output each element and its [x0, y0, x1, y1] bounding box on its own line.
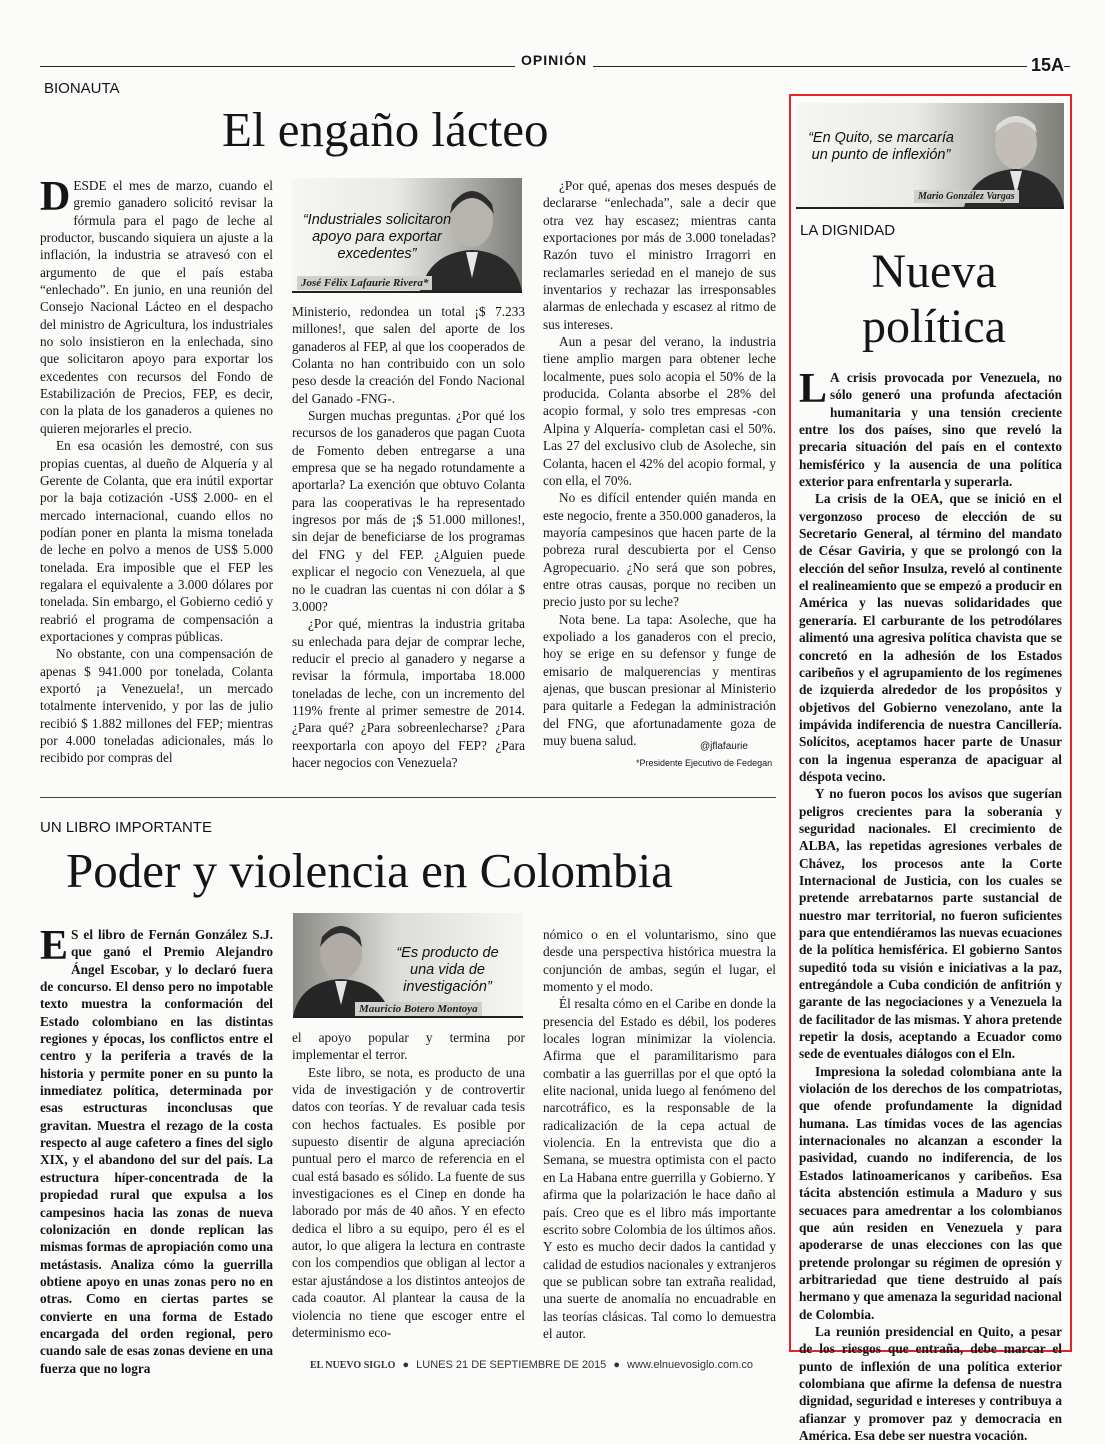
article3-title-line: Nueva — [871, 245, 997, 298]
article2-kicker: UN LIBRO IMPORTANTE — [40, 819, 212, 836]
paragraph: A crisis provocada por Venezuela, no sólo generó una profunda afectación humanitaria y una tensión creciente entre los dos países, sino que reveló la precaria situación del país en el contexto hemisférico y la ausencia de una política exterior para enfrentarla y superarla. — [799, 370, 1062, 490]
article1-dropcap: D — [40, 174, 71, 220]
article1-handle: @jflafaurie — [700, 741, 748, 752]
paragraph: el apoyo popular y termina por implementar el terror. — [292, 1030, 525, 1063]
paragraph: Surgen muchas preguntas. ¿Por qué los recursos de los ganaderos que pagan Cuota de Fomento deben entregarse a una empresa que se ha negado rotundamente a aportarla? La exención que obtuvo Colanta para las cooperativas le ha representado ingresos por más de ¡$ 51.000 millones!, sin dejar de beneficiarse de los programas del FNG y del FEP. ¿Alguien puede explicar el negocio con Venezuela, al que no le cuadran las cuentas ni con dólar a $ 3.000? — [292, 408, 525, 614]
paragraph: No es difícil entender quién manda en este negocio, frente a 350.000 ganaderos, la mayoría campesinos que hacen parte de la pobreza rural descubierta por el Censo Agropecuario. ¿No será que son pobres, entre otras causas, porque no reciben un precio justo por su leche? — [543, 490, 776, 610]
article-divider — [40, 797, 776, 798]
article3-title — [800, 244, 1068, 354]
article1-pull-quote: “Industriales solicitaron apoyo para exportar excedentes” — [302, 212, 452, 262]
paragraph: La reunión presidencial en Quito, a pesar de los riesgos que entraña, debe marcar el punto de inflexión de una política exterior colombiana que afirme la defensa de nuestra dignidad, seguridad e intereses y contribuya a afianzar y promover paz y democracia en América. Esa debe ser nuestra vocación. — [799, 1323, 1062, 1443]
paragraph: nómico o en el voluntarismo, sino que desde una perspectiva histórica muestra la conjunción de ambas, según el lugar, el momento y el modo. — [543, 927, 776, 995]
article1-title: El engaño lácteo — [222, 102, 549, 157]
article2-author-name: Mauricio Botero Montoya — [355, 1002, 482, 1016]
paragraph: ¿Por qué, mientras la industria gritaba su enlechada para dejar de comprar leche, reducir el precio al ganadero y negarse a revisar la fórmula, importaba 18.000 toneladas de leche, con un incremento del 119% frente al primer semestre de 2014. ¿Para qué? ¿Para sobreenlecharse? ¿Para reexportarla con apoyo del FEP? ¿Para hacer negocios con Venezuela? — [292, 616, 525, 770]
paragraph: Él resalta cómo en el Caribe en donde la presencia del Estado es débil, los poderes locales logran minimizar la violencia. Afirma que el paramilitarismo para combatir a las guerrillas por el que optó la elite nacional, unida luego al fenómeno del narcotráfico, es la responsable de la radicalización de la cepa actual de violencia. En la entrevista que dio a Semana, se muestra optimista con el pacto en La Habana entre guerrilla y Gobierno. Y afirma que la polarización le hace daño al país. Creo que es el libro más importante escrito sobre Colombia de los últimos años. Y esto es mucho decir dados la cantidad y calidad de estudios nacionales y extranjeros que se publican sobre tan extraña realidad, una suerte de anomalía no encuadrable en las teorías clásicas. Tal como lo demuestra el autor. — [543, 996, 776, 1341]
article3-title-line: política — [862, 300, 1006, 353]
article3-pull-quote: “En Quito, se marcaría un punto de inflexión” — [808, 130, 954, 163]
paragraph: En esa ocasión les demostré, con sus propias cuentas, al dueño de Alquería y al Gerente de Colanta, que era inútil exportar por la baja cotización -US$ 2.000- en el mercado internacional, cuando ellos no podían poner en planta la misma tonelada de leche en polvo a menos de US$ 5.000 tonelada. Era imposible que el FEP les regalara el equivalente a 3.000 dólares por tonelada. Sin embargo, el Gobierno cedió y reabrió el programa de compensación a exportaciones y compras públicas. — [40, 438, 273, 644]
article2-pull-quote: “Es producto de una vida de investigación” — [396, 945, 499, 995]
article1-kicker: BIONAUTA — [44, 80, 120, 97]
paragraph: Ministerio, redondea un total ¡$ 7.233 millones!, que salen del aporte de los ganaderos al FEP, al que los cooperados de Colanta no han contribuido con un solo peso desde la creación del Fondo Nacional del Ganado -FNG-. — [292, 304, 525, 406]
paragraph: Impresiona la soledad colombiana ante la violación de los derechos de los compatriotas, que ofende profundamente la dignidad humana. Las tímidas voces de las agencias internacionales no alcanzan a esconder la pasividad, cuando no indiferencia, de los Estados latinoamericanos y caribeños. Esa tácita abstención estimula a Maduro y sus secuaces para amedrentar a los colombianos que aún residen en Venezuela y para apoderarse de unas elecciones con las que pretende prolongar su régimen de opresión y arbitrariedad que tiene destruido al país hermano y que amenaza la seguridad nacional de Colombia. — [799, 1063, 1062, 1322]
article2-column-1 — [40, 923, 273, 1376]
footer-brand: EL NUEVO SIGLO — [310, 1360, 396, 1371]
article2-dropcap: E — [40, 923, 69, 969]
article2-column-2 — [292, 1029, 525, 1349]
paragraph: Este libro, se nota, es producto de una vida de investigación y de controvertir datos con teorías. Y de revaluar cada tesis con hechos factuales. Es posible por supuesto disentir de alguna apreciación puntual pero el marco de referencia en el cual está basado es sólido. La fuente de sus investigaciones es el Cinep en donde ha laborado por más de 40 años. Y en efecto dedica el libro a su equipo, pero él es el autor, lo que aligera la lectura en contraste con los compendios que obligan al lector a estar ajustándose a los distintos anteojos de cada coautor. Al plantear la causa de la violencia no tiene que escoger entre el determinismo eco- — [292, 1064, 525, 1340]
article2-column-3 — [543, 926, 776, 1346]
bullet-icon: ● — [402, 1359, 410, 1371]
paragraph: ¿Por qué, apenas dos meses después de declararse “enlechada”, sale a decir que otra vez hay escasez; mientras canta exportaciones por más de 3.000 toneladas? Razón tuvo el ministro Irragorri en reclamarles seriedad en el manejo de sus inventarios y rechazar las irresponsables alarmas de enlechada y escasez al ritmo de sus intereses. — [543, 178, 776, 332]
page-number: 15A — [1027, 55, 1064, 76]
author-portrait-icon — [293, 913, 393, 1016]
footer-date: LUNES 21 DE SEPTIEMBRE DE 2015 — [416, 1359, 607, 1371]
article1-footnote: *Presidente Ejecutivo de Fedegan — [636, 758, 773, 768]
article3-kicker: LA DIGNIDAD — [800, 222, 896, 239]
paragraph: Nota bene. La tapa: Asoleche, que ha expoliado a los ganaderos con el precio, hoy se erige en su defensor y funge de emisario de malquerencias y mentiras ajenas, que buscan presionar al Ministerio para quitarle a Fedegan la administración del FNG, que afortunadamente goza de muy buena salud. — [543, 611, 776, 748]
article1-column-2 — [292, 303, 525, 773]
paragraph: ESDE el mes de marzo, cuando el gremio ganadero solicitó revisar la fórmula para el pago de leche al productor, buscando siquiera un ajuste a la inflación, la industria se atravesó con el argumento de que el país estaba “enlechado”. En junio, en una reunión del Consejo Nacional Lácteo en el despacho del ministro de Agricultura, los industriales no solo insistieron en la enlechada, sino que solicitaron apoyo para exportar los excedentes con recursos del Fondo de Estabilización de Precios, FEP, es decir, con la plata de los ganaderos a quienes no quieren mejorarles el precio. — [40, 178, 273, 436]
article2-title: Poder y violencia en Colombia — [66, 843, 673, 898]
footer-website: www.elnuevosiglo.com.co — [627, 1359, 754, 1371]
paragraph: La crisis de la OEA, que se inició en el vergonzoso proceso de elección de su Secretario General, al término del mandato de César Gaviria, y que se prolongó con la elección del señor Insulza, reveló al continente el realineamiento que se empezó a producir en América y las nuevas solidaridades que generaría. El carburante de los petrodólares alimentó una agresiva política chavista que se concretó en la adhesión de los Estados caribeños y el agrupamiento de los regímenes de izquierda alrededor de los propósitos y objetivos del Gobierno venezolano, ante la impávida indiferencia de nuestra Cancillería. Solícitos, aceptamos hacer parte de Unasur con la ingenua esperanza de apaciguar al déspota vecino. — [799, 491, 1062, 784]
paragraph: Y no fueron pocos los avisos que sugerían peligros crecientes para la soberanía y seguridad nacionales. El crecimiento de ALBA, las repetidas agresiones verbales de Chávez, los procesos ante la Corte Internacional de Justicia, con los cuales se pretende arrebatarnos parte sustancial de nuestro mar territorial, no fueron suficientes para que entendiéramos las nuevas ecuaciones de la política hemisférica. El gobierno Santos supeditó toda su visión e iniciativas a la paz, entregándole a Cuba condición de anfitrión y garante de las negociaciones y a Venezuela la de facilitador de las mismas. Y ahora pretende repetir la dosis, aceptando a Ecuador como sede de eventuales diálogos con el Eln. — [799, 786, 1062, 1062]
paragraph: Aun a pesar del verano, la industria tiene amplio margen para obtener leche localmente, pues solo acopia el 50% de la producida. Colanta absorbe el 28% del acopio formal, y solo tres empresas -con Alpina y Alquería- completan casi el 50%. Las 27 del exclusivo club de Asoleche, sin Colanta, hacen el 42% del acopio formal, y con ella, el 70%. — [543, 334, 776, 488]
article3-column — [799, 366, 1062, 1443]
section-name: OPINIÓN — [515, 52, 593, 68]
article3-author-name: Mario González Vargas — [914, 190, 1019, 203]
bullet-icon: ● — [613, 1359, 621, 1371]
footer — [310, 1359, 753, 1371]
paragraph: No obstante, con una compensación de apenas $ 941.000 por tonelada, Colanta exportó ¡a Venezuela!, un mercado totalmente intervenido, y por las de julio recibió $ 1.882 millones del FEP; mientras por 4.000 toneladas adicionales, más lo recibido por compras del — [40, 646, 273, 766]
paragraph: S el libro de Fernán González S.J. que ganó el Premio Alejandro Ángel Escobar, y lo declaró fuera de concurso. El denso pero no impotable texto muestra la conformación del Estado colombiano en las distintas regiones y épocas, los conflictos entre el centro y la periferia a través de la historia y permite poner en su punto la inmediatez política, determinada por esas estructuras inconclusas que gravitan. Muestra el rezago de la costa respecto al auge cafetero a fines del siglo XIX, y el abandono del sur del país. La estructura híper-concentrada de la propiedad rural que expulsa a los campesinos hacia las zonas de nueva colonización en donde replican las mismas formas de apropiación como una metástasis. Analiza cómo la guerrilla obtiene apoyo en unas zonas pero no en otras. Como en ciertas partes se convierte en una forma de Estado encargada del orden regional, pero cuando sale de esas zonas deviene en una fuerza que no logra — [40, 927, 273, 1376]
article3-dropcap: L — [799, 366, 828, 412]
article1-column-1 — [40, 174, 273, 767]
article1-author-name: José Félix Lafaurie Rivera* — [297, 276, 432, 290]
